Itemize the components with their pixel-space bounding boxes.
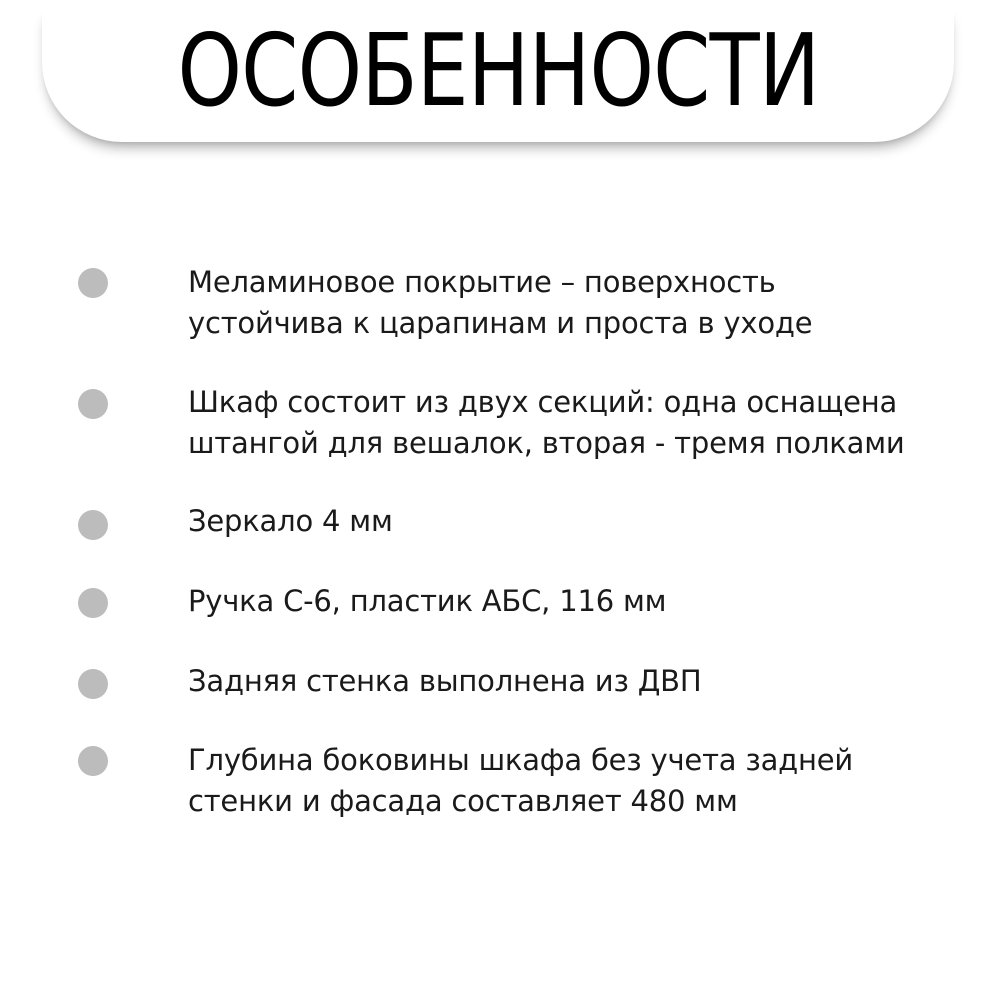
bullet-dot-icon [78,588,108,618]
feature-text: Зеркало 4 мм [188,504,393,538]
bullet-dot-icon [78,510,108,540]
page-title: ОСОБЕННОСТИ [177,12,819,129]
feature-text: Ручка С-6, пластик АБС, 116 мм [188,584,667,618]
feature-text: Шкаф состоит из двух секций: одна оснащена штангой для вешалок, вторая - тремя полками [188,385,905,460]
bullet-dot-icon [78,669,108,699]
bullet-dot-icon [78,389,108,419]
bullet-dot-icon [78,268,108,298]
feature-text: Задняя стенка выполнена из ДВП [188,664,702,698]
bullet-dot-icon [78,746,108,776]
feature-text: Глубина боковины шкафа без учета задней стенки и фасада составляет 480 мм [188,743,854,818]
feature-text: Меламиновое покрытие – поверхность устойчива к царапинам и проста в уходе [188,265,813,340]
